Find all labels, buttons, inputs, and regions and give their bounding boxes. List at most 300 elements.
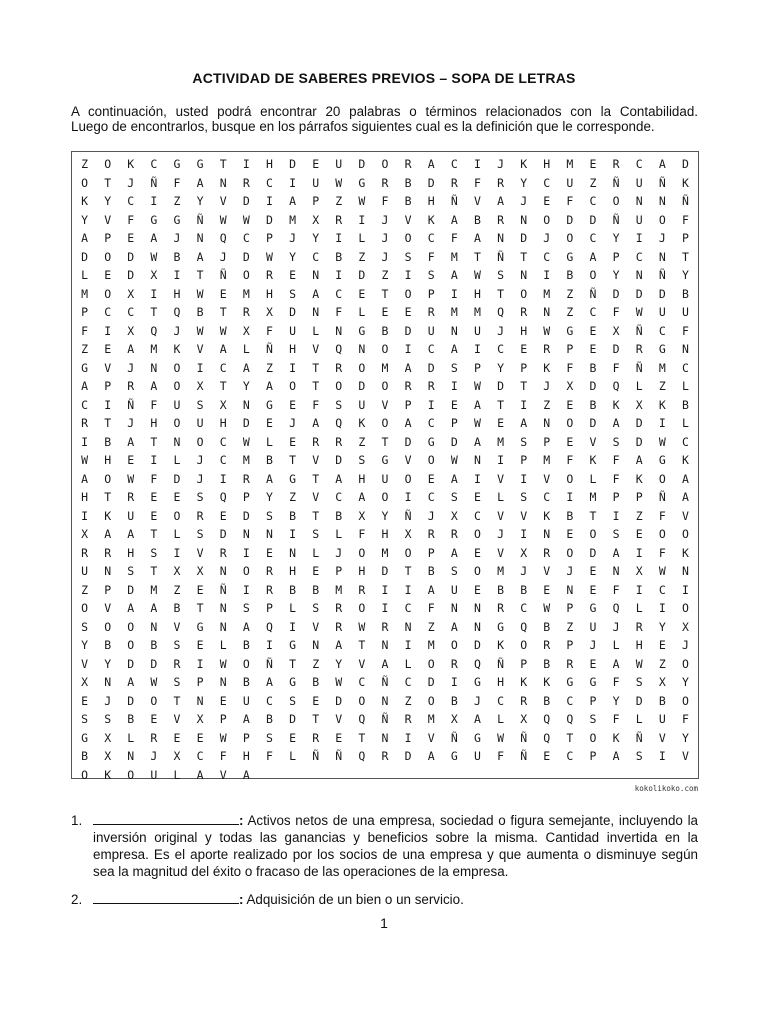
grid-letter[interactable]: A [196,175,204,190]
grid-letter[interactable]: T [312,360,320,375]
grid-letter[interactable]: J [520,194,528,208]
grid-letter[interactable]: Ñ [520,749,528,763]
grid-letter[interactable]: F [497,749,505,763]
grid-letter[interactable]: S [265,508,273,523]
grid-letter[interactable]: U [450,582,458,597]
grid-letter[interactable]: I [265,194,273,208]
grid-letter[interactable]: C [543,175,551,190]
grid-letter[interactable]: L [242,342,250,356]
grid-letter[interactable]: W [150,675,158,689]
grid-letter[interactable]: X [312,212,320,227]
grid-letter[interactable]: E [589,342,597,356]
grid-letter[interactable]: A [127,675,135,689]
grid-letter[interactable]: G [566,249,574,264]
grid-letter[interactable]: K [104,767,112,782]
grid-letter[interactable]: O [473,527,481,541]
grid-letter[interactable]: Y [658,619,666,634]
grid-letter[interactable]: R [635,619,643,634]
grid-letter[interactable]: V [681,508,689,523]
grid-letter[interactable]: W [473,379,481,393]
grid-letter[interactable]: Ñ [612,175,620,190]
grid-letter[interactable]: T [358,638,366,652]
grid-letter[interactable]: O [127,767,135,782]
grid-letter[interactable]: E [566,434,574,449]
grid-letter[interactable]: Y [612,231,620,245]
grid-letter[interactable]: C [681,360,689,375]
grid-letter[interactable]: Ñ [150,175,158,190]
grid-letter[interactable]: C [335,286,343,301]
grid-letter[interactable]: Ñ [265,656,273,671]
grid-letter[interactable]: C [242,231,250,245]
grid-letter[interactable]: V [543,471,551,486]
grid-letter[interactable]: D [427,175,435,190]
grid-letter[interactable]: S [289,693,297,708]
grid-letter[interactable]: O [589,268,597,282]
grid-letter[interactable]: V [427,730,435,745]
grid-letter[interactable]: V [104,601,112,615]
grid-letter[interactable]: N [219,619,227,634]
grid-letter[interactable]: M [81,286,89,301]
grid-letter[interactable]: I [242,545,250,560]
grid-letter[interactable]: F [427,249,435,264]
grid-letter[interactable]: X [658,675,666,689]
grid-letter[interactable]: W [150,249,158,264]
grid-letter[interactable]: G [566,323,574,338]
grid-letter[interactable]: I [150,453,158,467]
grid-letter[interactable]: M [242,453,250,467]
grid-letter[interactable]: X [681,619,689,634]
grid-letter[interactable]: V [104,360,112,375]
grid-letter[interactable]: R [381,749,389,763]
grid-letter[interactable]: N [219,675,227,689]
grid-letter[interactable]: W [543,601,551,615]
grid-letter[interactable]: M [658,360,666,375]
grid-letter[interactable]: D [404,434,412,449]
grid-letter[interactable]: G [173,212,181,227]
grid-letter[interactable]: L [312,323,320,338]
grid-letter[interactable]: O [404,545,412,560]
grid-letter[interactable]: L [335,527,343,541]
grid-letter[interactable]: F [150,397,158,412]
grid-letter[interactable]: R [450,175,458,190]
grid-letter[interactable]: W [219,212,227,227]
grid-letter[interactable]: E [427,471,435,486]
grid-letter[interactable]: D [404,749,412,763]
grid-letter[interactable]: V [497,471,505,486]
grid-letter[interactable]: I [381,582,389,597]
grid-letter[interactable]: W [242,434,250,449]
grid-letter[interactable]: C [658,323,666,338]
grid-letter[interactable]: R [497,212,505,227]
grid-letter[interactable]: L [312,545,320,560]
grid-letter[interactable]: A [427,749,435,763]
grid-letter[interactable]: B [289,508,297,523]
grid-letter[interactable]: F [612,712,620,726]
grid-letter[interactable]: A [81,471,89,486]
grid-letter[interactable]: D [589,379,597,393]
grid-letter[interactable]: G [589,601,597,615]
grid-letter[interactable]: A [450,268,458,282]
grid-letter[interactable]: A [242,712,250,726]
grid-letter[interactable]: C [358,675,366,689]
grid-letter[interactable]: A [381,656,389,671]
grid-letter[interactable]: F [612,582,620,597]
grid-letter[interactable]: A [150,601,158,615]
grid-letter[interactable]: J [473,693,481,708]
grid-letter[interactable]: F [612,305,620,319]
grid-letter[interactable]: E [104,268,112,282]
grid-letter[interactable]: B [173,601,181,615]
grid-letter[interactable]: D [127,656,135,671]
grid-letter[interactable]: A [104,527,112,541]
grid-letter[interactable]: U [358,397,366,412]
grid-letter[interactable]: R [312,434,320,449]
grid-letter[interactable]: I [450,286,458,301]
grid-letter[interactable]: I [635,231,643,245]
grid-letter[interactable]: L [635,601,643,615]
grid-letter[interactable]: I [335,268,343,282]
grid-letter[interactable]: E [450,397,458,412]
grid-letter[interactable]: P [520,360,528,375]
grid-letter[interactable]: H [497,675,505,689]
grid-letter[interactable]: T [150,305,158,319]
grid-letter[interactable]: T [312,508,320,523]
grid-letter[interactable]: N [381,693,389,708]
grid-letter[interactable]: M [381,360,389,375]
grid-letter[interactable]: E [289,434,297,449]
grid-letter[interactable]: R [81,416,89,430]
grid-letter[interactable]: C [589,194,597,208]
grid-letter[interactable]: X [81,527,89,541]
grid-letter[interactable]: A [312,286,320,301]
grid-letter[interactable]: E [127,231,135,245]
grid-letter[interactable]: B [381,323,389,338]
grid-letter[interactable]: O [242,564,250,578]
grid-letter[interactable]: P [104,231,112,245]
grid-letter[interactable]: V [219,767,227,782]
grid-letter[interactable]: P [450,416,458,430]
grid-letter[interactable]: O [658,471,666,486]
grid-letter[interactable]: D [589,416,597,430]
grid-letter[interactable]: C [404,601,412,615]
grid-letter[interactable]: W [635,305,643,319]
grid-letter[interactable]: V [173,712,181,726]
grid-letter[interactable]: Z [566,619,574,634]
grid-letter[interactable]: K [427,212,435,227]
grid-letter[interactable]: Ñ [219,582,227,597]
grid-letter[interactable]: R [81,545,89,560]
grid-letter[interactable]: U [381,471,389,486]
grid-letter[interactable]: X [104,749,112,763]
grid-letter[interactable]: F [150,471,158,486]
grid-letter[interactable]: H [427,194,435,208]
grid-letter[interactable]: F [81,323,89,338]
grid-letter[interactable]: M [497,434,505,449]
grid-letter[interactable]: Z [358,434,366,449]
grid-letter[interactable]: N [312,638,320,652]
grid-letter[interactable]: A [612,416,620,430]
grid-letter[interactable]: D [289,305,297,319]
grid-letter[interactable]: R [335,619,343,634]
grid-letter[interactable]: T [520,249,528,264]
grid-letter[interactable]: O [81,175,89,190]
grid-letter[interactable]: S [335,397,343,412]
grid-letter[interactable]: O [381,490,389,504]
grid-letter[interactable]: H [127,545,135,560]
grid-letter[interactable]: T [312,712,320,726]
grid-letter[interactable]: Q [219,231,227,245]
grid-letter[interactable]: U [335,157,343,171]
grid-letter[interactable]: S [312,527,320,541]
grid-letter[interactable]: Ñ [196,212,204,227]
grid-letter[interactable]: F [658,508,666,523]
grid-letter[interactable]: Ñ [404,508,412,523]
grid-letter[interactable]: L [612,638,620,652]
grid-letter[interactable]: F [566,194,574,208]
grid-letter[interactable]: D [681,157,689,171]
grid-letter[interactable]: I [219,471,227,486]
grid-letter[interactable]: B [473,212,481,227]
grid-letter[interactable]: B [335,508,343,523]
grid-letter[interactable]: A [427,582,435,597]
grid-letter[interactable]: R [265,268,273,282]
grid-letter[interactable]: B [566,508,574,523]
grid-letter[interactable]: V [196,342,204,356]
grid-letter[interactable]: Y [81,212,89,227]
grid-letter[interactable]: B [173,249,181,264]
grid-letter[interactable]: W [196,286,204,301]
grid-letter[interactable]: P [543,434,551,449]
grid-letter[interactable]: V [681,749,689,763]
grid-letter[interactable]: N [335,323,343,338]
grid-letter[interactable]: O [681,656,689,671]
grid-letter[interactable]: O [427,656,435,671]
grid-letter[interactable]: D [381,564,389,578]
grid-letter[interactable]: M [450,249,458,264]
grid-letter[interactable]: T [196,601,204,615]
grid-letter[interactable]: R [635,342,643,356]
grid-letter[interactable]: B [104,434,112,449]
grid-letter[interactable]: O [566,545,574,560]
grid-letter[interactable]: Z [404,693,412,708]
grid-letter[interactable]: O [681,527,689,541]
grid-letter[interactable]: J [520,564,528,578]
grid-letter[interactable]: L [289,601,297,615]
grid-letter[interactable]: S [635,749,643,763]
grid-letter[interactable]: V [520,508,528,523]
grid-letter[interactable]: E [312,693,320,708]
grid-letter[interactable]: T [219,157,227,171]
grid-letter[interactable]: F [265,749,273,763]
grid-letter[interactable]: W [127,471,135,486]
grid-letter[interactable]: K [635,471,643,486]
grid-letter[interactable]: T [150,564,158,578]
grid-letter[interactable]: U [473,749,481,763]
grid-letter[interactable]: D [635,286,643,301]
grid-letter[interactable]: Ñ [612,212,620,227]
grid-letter[interactable]: P [404,397,412,412]
grid-letter[interactable]: F [612,675,620,689]
grid-letter[interactable]: N [612,564,620,578]
grid-letter[interactable]: O [289,379,297,393]
grid-letter[interactable]: T [289,656,297,671]
grid-letter[interactable]: R [219,545,227,560]
grid-letter[interactable]: J [543,231,551,245]
grid-letter[interactable]: Q [543,712,551,726]
grid-letter[interactable]: N [497,231,505,245]
grid-letter[interactable]: H [265,157,273,171]
grid-letter[interactable]: Ñ [381,712,389,726]
grid-letter[interactable]: F [265,323,273,338]
grid-letter[interactable]: Ñ [658,490,666,504]
grid-letter[interactable]: U [427,323,435,338]
grid-letter[interactable]: W [473,268,481,282]
grid-letter[interactable]: F [381,194,389,208]
grid-letter[interactable]: V [404,212,412,227]
grid-letter[interactable]: N [104,675,112,689]
grid-letter[interactable]: Z [173,194,181,208]
grid-letter[interactable]: F [173,175,181,190]
grid-letter[interactable]: Z [289,490,297,504]
grid-letter[interactable]: R [265,564,273,578]
grid-letter[interactable]: V [358,656,366,671]
grid-letter[interactable]: A [450,212,458,227]
grid-letter[interactable]: D [265,212,273,227]
grid-letter[interactable]: I [150,194,158,208]
grid-letter[interactable]: R [312,730,320,745]
grid-letter[interactable]: R [566,656,574,671]
grid-letter[interactable]: R [242,175,250,190]
grid-letter[interactable]: K [681,545,689,560]
grid-letter[interactable]: I [473,342,481,356]
grid-letter[interactable]: R [242,471,250,486]
grid-letter[interactable]: H [381,527,389,541]
grid-letter[interactable]: T [219,379,227,393]
grid-letter[interactable]: W [450,453,458,467]
grid-letter[interactable]: D [335,453,343,467]
grid-letter[interactable]: C [497,693,505,708]
grid-letter[interactable]: O [358,693,366,708]
grid-letter[interactable]: X [520,545,528,560]
grid-letter[interactable]: P [612,249,620,264]
grid-letter[interactable]: Z [658,379,666,393]
grid-letter[interactable]: J [196,453,204,467]
grid-letter[interactable]: N [658,194,666,208]
grid-letter[interactable]: J [427,508,435,523]
grid-letter[interactable]: K [543,360,551,375]
grid-letter[interactable]: T [104,490,112,504]
grid-letter[interactable]: D [173,471,181,486]
grid-letter[interactable]: V [497,545,505,560]
grid-letter[interactable]: C [312,249,320,264]
grid-letter[interactable]: O [589,730,597,745]
grid-letter[interactable]: J [104,693,112,708]
grid-letter[interactable]: E [312,564,320,578]
grid-letter[interactable]: K [658,397,666,412]
grid-letter[interactable]: I [104,397,112,412]
grid-letter[interactable]: Z [81,582,89,597]
grid-letter[interactable]: B [150,638,158,652]
grid-letter[interactable]: A [81,379,89,393]
grid-letter[interactable]: X [150,268,158,282]
grid-letter[interactable]: D [289,157,297,171]
grid-letter[interactable]: H [289,564,297,578]
grid-letter[interactable]: T [104,416,112,430]
grid-letter[interactable]: C [265,693,273,708]
grid-letter[interactable]: C [104,305,112,319]
grid-letter[interactable]: C [127,305,135,319]
grid-letter[interactable]: B [242,675,250,689]
grid-letter[interactable]: H [265,286,273,301]
grid-letter[interactable]: P [681,231,689,245]
grid-letter[interactable]: N [681,564,689,578]
grid-letter[interactable]: L [289,749,297,763]
grid-letter[interactable]: O [520,638,528,652]
grid-letter[interactable]: X [196,379,204,393]
grid-letter[interactable]: R [127,379,135,393]
grid-letter[interactable]: E [543,194,551,208]
grid-letter[interactable]: F [219,749,227,763]
grid-letter[interactable]: A [589,249,597,264]
grid-letter[interactable]: N [196,693,204,708]
grid-letter[interactable]: C [427,490,435,504]
grid-letter[interactable]: B [196,305,204,319]
grid-letter[interactable]: I [81,508,89,523]
grid-letter[interactable]: R [104,545,112,560]
grid-letter[interactable]: B [543,619,551,634]
grid-letter[interactable]: I [427,397,435,412]
grid-letter[interactable]: S [196,527,204,541]
grid-letter[interactable]: K [497,638,505,652]
grid-letter[interactable]: G [497,619,505,634]
grid-letter[interactable]: M [497,564,505,578]
grid-letter[interactable]: O [150,693,158,708]
grid-letter[interactable]: A [450,619,458,634]
grid-letter[interactable]: M [589,490,597,504]
grid-letter[interactable]: E [473,582,481,597]
grid-letter[interactable]: L [404,656,412,671]
grid-letter[interactable]: X [173,749,181,763]
grid-letter[interactable]: J [127,360,135,375]
grid-letter[interactable]: I [450,675,458,689]
grid-letter[interactable]: Ñ [658,268,666,282]
grid-letter[interactable]: R [335,212,343,227]
grid-letter[interactable]: M [381,545,389,560]
grid-letter[interactable]: A [242,619,250,634]
grid-letter[interactable]: L [635,712,643,726]
grid-letter[interactable]: H [358,471,366,486]
grid-letter[interactable]: G [196,157,204,171]
grid-letter[interactable]: L [681,416,689,430]
grid-letter[interactable]: P [427,286,435,301]
grid-letter[interactable]: L [497,490,505,504]
grid-letter[interactable]: A [450,342,458,356]
grid-letter[interactable]: N [312,305,320,319]
grid-letter[interactable]: O [104,286,112,301]
grid-letter[interactable]: A [450,545,458,560]
grid-letter[interactable]: M [427,638,435,652]
grid-letter[interactable]: B [658,693,666,708]
grid-letter[interactable]: Y [520,175,528,190]
grid-letter[interactable]: Y [104,194,112,208]
grid-letter[interactable]: D [427,360,435,375]
grid-letter[interactable]: D [127,693,135,708]
grid-letter[interactable]: I [473,157,481,171]
grid-letter[interactable]: O [450,638,458,652]
grid-letter[interactable]: D [358,157,366,171]
grid-letter[interactable]: A [473,231,481,245]
grid-letter[interactable]: O [242,268,250,282]
